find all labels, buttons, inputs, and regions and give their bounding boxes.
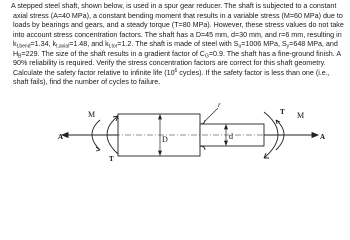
problem-text: A stepped steel shaft, shown below, is used in a spur gear reducer. The shaft is subjected to a constant axial stress (A=40 MPa), a constant bending moment that results in a variable stress (M=60 MPa) due to loads by bearings and gears, and a steady torque (T=80 MPa). However, these stress values do not take into account stress concentration factors. The shaft has a D=45 mm, d=30 mm, and r=6 mm, resulting in k: [11, 2, 344, 48]
problem-paragraph: [3, 2, 347, 88]
subscript: y: [286, 43, 290, 50]
radius-leader: [205, 108, 218, 121]
shaft-figure: [0, 98, 350, 172]
subscript: t,bend: [16, 43, 31, 50]
label-M-left: M: [88, 110, 96, 119]
subscript: t,axial: [56, 43, 70, 50]
subscript: G: [204, 53, 209, 59]
subscript: u: [238, 43, 242, 50]
subscript: B: [18, 53, 22, 59]
label-T-left: T: [109, 155, 114, 163]
right-axial-arrow: [264, 133, 318, 138]
fillet-bottom-corner: [200, 146, 205, 150]
fillet-top-corner: [200, 120, 205, 124]
problem-text: =1006 MPa, S: [241, 40, 287, 48]
problem-text: =1.48, and k: [69, 40, 109, 48]
label-D: D: [162, 135, 168, 144]
label-A-right: A: [320, 133, 326, 141]
problem-text: =229. The size of the shaft results in a gradient factor of C: [21, 49, 205, 58]
label-d: d: [229, 132, 233, 141]
problem-text: =1.2. The shaft is made of steel with S: [117, 40, 239, 48]
problem-text: cycles). If the safety factor is less than one (i.e., shaft fails), find the number of cycles to failure.: [13, 68, 330, 86]
shaft-body: [114, 114, 272, 156]
label-M-right: M: [297, 111, 305, 120]
label-r: r: [218, 101, 221, 109]
subscript: t,tor: [108, 43, 118, 50]
stepped-shaft-diagram: [0, 98, 350, 172]
label-A-left: A: [58, 133, 64, 141]
superscript: 6: [174, 67, 178, 74]
problem-text: =648 MPa, and H: [13, 40, 338, 58]
left-moment-arrow: [92, 120, 100, 151]
problem-text: =0.9. The shaft has a fine-ground finish. A 90% reliability is required. Verify the stress concentration factors are correct for this shaft geometry. Calculate the safety factor relative to infinite life (10: [13, 49, 341, 77]
problem-statement: [3, 2, 347, 88]
left-axial-arrow: [62, 133, 118, 138]
label-T-right: T: [280, 108, 285, 116]
problem-text: =1.34, k: [30, 40, 57, 48]
problem-number: [3, 2, 11, 12]
